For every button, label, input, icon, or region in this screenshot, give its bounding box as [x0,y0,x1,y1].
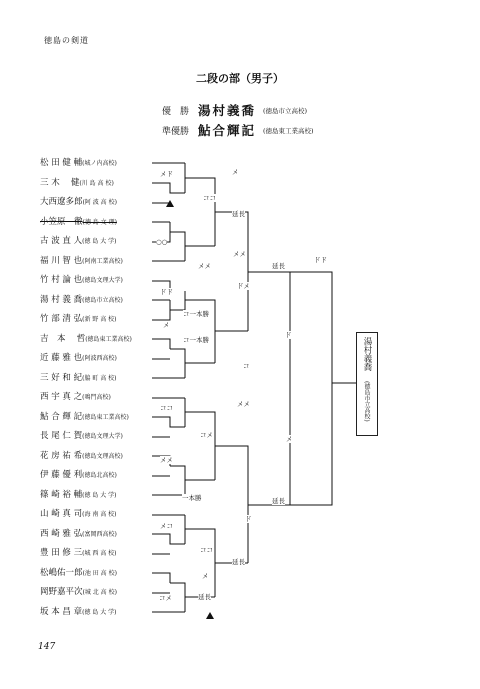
score-mark: コ [243,362,250,370]
player-school: (徳島文理大学) [82,433,123,440]
player-school: (徳島文理大学) [82,277,123,284]
player-name: 伊 藤 優 利 [40,470,83,480]
player-school: (徳 島 大 学) [82,608,117,616]
player-school: (徳 島 大 学) [82,491,117,499]
score-mark: 延長 [272,497,285,505]
player-name: 竹 村 論 也 [40,275,83,285]
score-mark: 延長 [272,262,285,270]
player-school: (鳴門高校) [82,394,111,401]
bracket-line [170,466,185,495]
page-number: 147 [38,642,56,652]
bracket-line [152,339,170,349]
score-mark: メド [160,170,173,178]
player-name: 篠 崎 裕 輔 [40,489,83,500]
player-name: 西 宇 真 之 [40,392,83,402]
score-mark: メコ [160,522,173,530]
bracket-line [152,417,185,427]
score-mark: 延長 [232,210,245,218]
player-name: 福 川 智 也 [40,255,83,266]
player-school: (富岡西高校) [82,530,117,538]
score-mark: メ [163,321,170,329]
score-mark: コメ [159,594,172,602]
winner-school: (徳島市立高校) [263,107,308,115]
player-school: (徳 島 大 学) [82,238,117,245]
player-school: (池 田 高 校) [82,569,117,577]
runner-up-name: 鮎合輝記 [198,123,257,138]
score-mark: メ [286,435,293,443]
player-name: 吉 本 哲 [40,333,86,344]
champion-box [356,332,378,436]
bracket-line [170,232,185,261]
player-name: 豊 田 修 三 [40,548,83,558]
bracket-line [185,178,215,246]
player-school: (徳島東工業高校) [85,335,132,343]
player-school: (徳島北高校) [82,472,117,479]
player-school: (徳島市立高校) [82,296,123,304]
score-mark: 延長 [232,558,245,566]
score-mark: ド [285,331,292,339]
player-name: 西 崎 雅 弘 [40,528,83,539]
player-school: (阿 波 高 校) [82,199,117,206]
player-name: 古 波 直 人 [40,236,83,246]
player-name: 岡野嘉平次 [40,587,83,597]
player-name: 松嶋佑一郎 [40,567,83,578]
player-name: 大西遼多郎 [40,197,83,207]
player-school: (城 北 高 校) [82,589,117,596]
score-mark: ドド [314,256,327,264]
champion-name: 湯村義喬 [362,337,372,371]
bracket-line [152,183,185,193]
bracket-line [290,272,332,505]
score-mark: コ一本勝 [183,336,209,344]
player-name: 近 藤 雅 也 [40,353,83,363]
score-mark: ココ [160,404,173,412]
score-mark: コメ [200,431,213,439]
score-mark: 延長 [198,593,211,601]
player-school: (新 野 高 校) [82,316,117,323]
champion-school: (徳島市立高校) [363,381,370,422]
running-header: 徳島の剣道 [44,36,89,45]
player-name: 三 木 健 [40,177,80,188]
player-name: 湯 村 義 喬 [40,294,83,305]
score-mark: ココ [200,546,213,554]
player-school: (阿南工業高校) [82,257,123,265]
bye-triangle-marker [206,612,214,619]
score-mark: ドメ [237,282,250,290]
score-mark: ド [245,515,252,523]
player-school: (阿波西高校) [82,355,117,362]
score-mark: コ一本勝 [183,310,209,318]
player-name: 山 崎 真 司 [40,509,83,519]
score-mark: ○○ [156,238,168,246]
player-school: (海 南 高 校) [82,511,117,518]
score-mark: メメ [160,456,173,464]
score-mark: メ [232,168,239,176]
score-mark: 一本勝 [182,494,202,502]
score-mark: ドド [160,288,173,296]
score-mark: メメ [198,262,211,270]
runner-up-label: 準優勝 [162,127,190,137]
player-school: (徳島文理高校) [82,452,123,460]
player-school: (城ノ内高校) [82,160,117,167]
score-mark: メメ [233,250,246,258]
player-school: (脇 町 高 校) [82,374,117,382]
player-name: 坂 本 昌 章 [40,606,83,617]
player-name: 松 田 健 輔 [40,158,83,168]
bracket-line [170,349,185,378]
bracket-line [152,573,170,583]
player-name: 鮎 合 輝 記 [40,411,83,422]
score-mark: メメ [237,400,250,408]
score-mark: ココ [203,194,216,202]
bracket-line [215,212,248,331]
player-name: 小笠原 徹 [40,216,83,227]
player-name: 長 尾 仁 賀 [40,431,83,441]
score-mark: メ [202,572,209,580]
player-school: (徳 島 文 理) [82,218,117,226]
player-school: (城 西 高 校) [82,550,117,557]
bracket-line [170,583,185,612]
page-title: 二段の部（男子） [196,72,284,85]
bracket-line [152,534,185,544]
player-school: (徳島東工業高校) [82,413,129,421]
player-name: 三 好 和 紀 [40,372,83,383]
player-name: 花 房 祐 希 [40,450,83,461]
bracket-line [185,412,215,480]
winner-label: 優 勝 [162,107,190,117]
bracket-line [152,300,170,320]
bracket-line [248,272,290,505]
winner-name: 湯村義喬 [198,103,257,118]
bracket-line [185,529,215,597]
runner-up-school: (徳島東工業高校) [263,127,314,135]
bracket-line [215,446,248,563]
player-school: (川 島 高 校) [79,179,114,187]
player-name: 竹 部 清 弘 [40,314,83,324]
